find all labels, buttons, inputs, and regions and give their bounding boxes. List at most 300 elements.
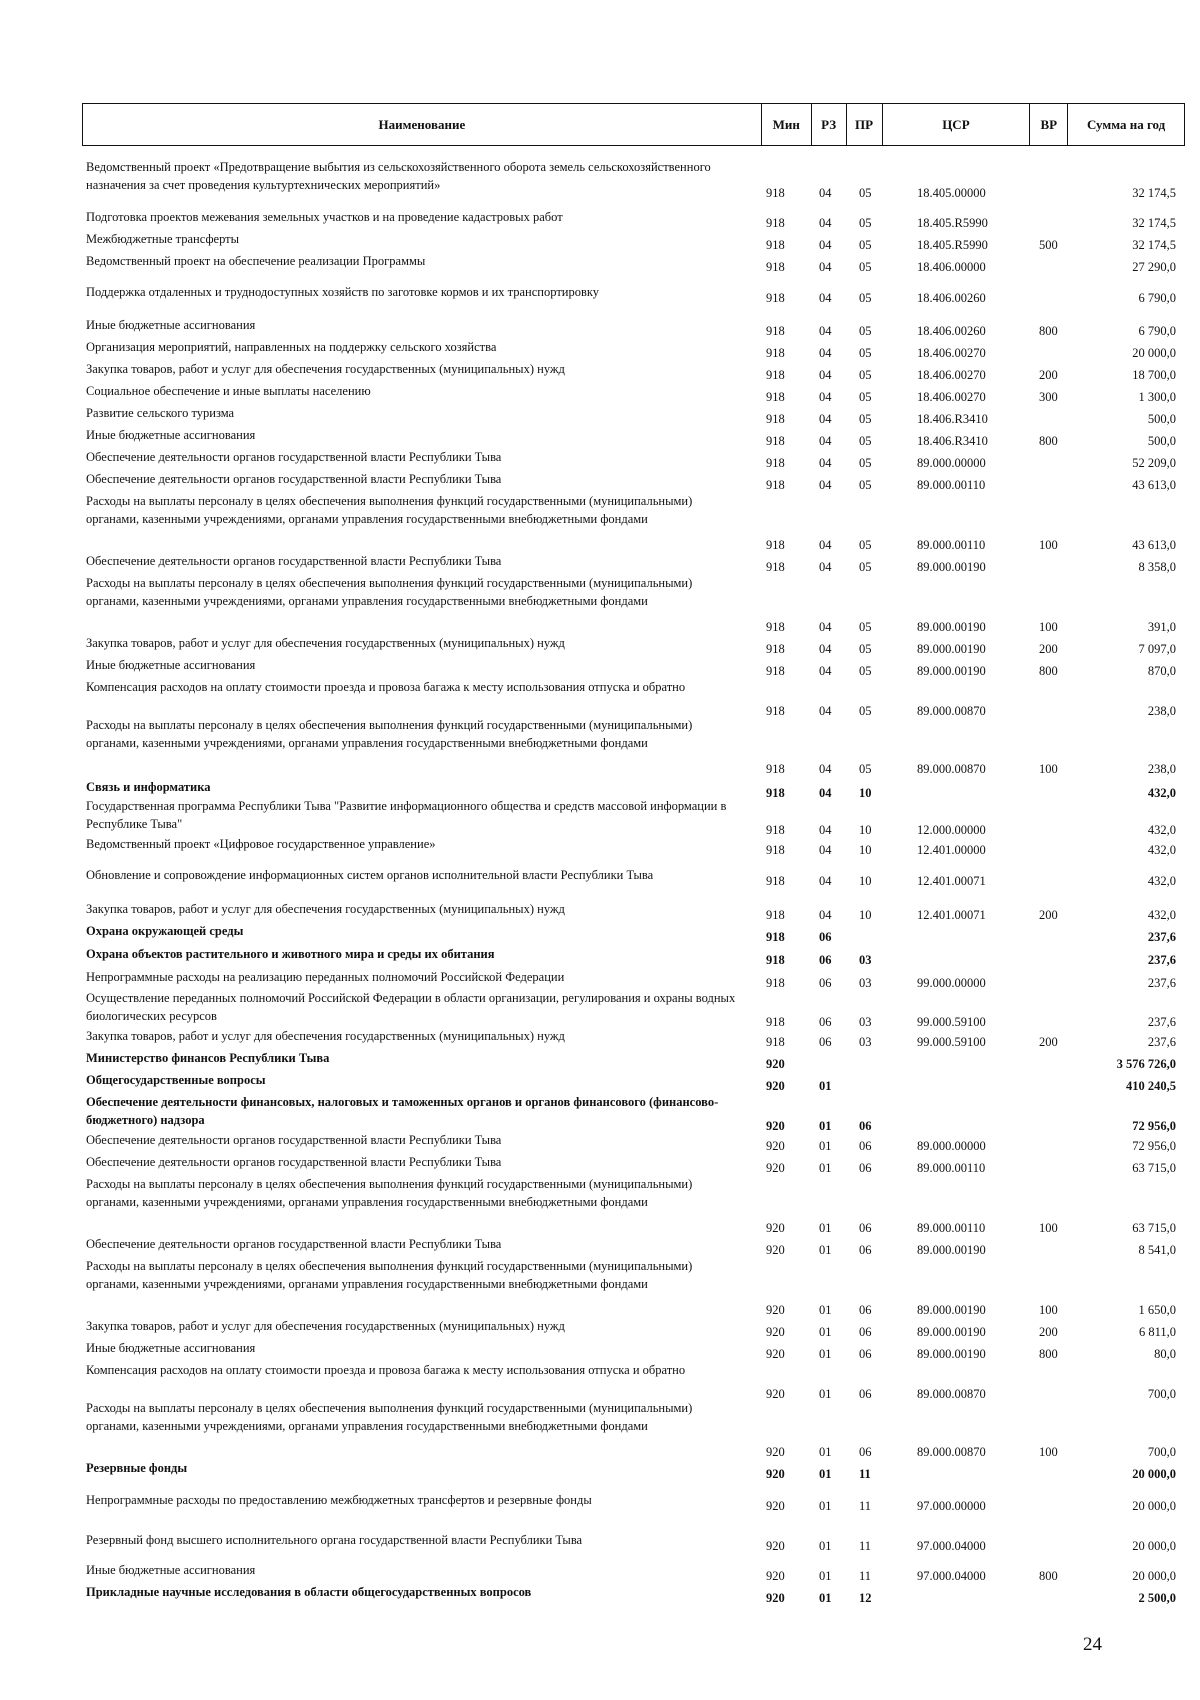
- row-pr: 05: [859, 346, 872, 360]
- row-vr: 100: [1039, 1303, 1058, 1317]
- row-min: 920: [766, 1539, 785, 1553]
- row-rz: 04: [819, 704, 832, 718]
- row-pr: 03: [859, 976, 872, 990]
- row-csr: 12.000.00000: [917, 823, 986, 837]
- row-pr: 05: [859, 456, 872, 470]
- row-min: 918: [766, 786, 785, 800]
- row-pr: 10: [859, 908, 872, 922]
- row-rz: 04: [819, 762, 832, 776]
- row-rz: 01: [819, 1303, 832, 1317]
- row-rz: 01: [819, 1079, 832, 1093]
- row-pr: 06: [859, 1221, 872, 1235]
- row-name: Иные бюджетные ассигнования: [86, 428, 256, 442]
- row-min: 920: [766, 1243, 785, 1257]
- row-rz: 01: [819, 1347, 832, 1361]
- row-min: 918: [766, 560, 785, 574]
- table-row: [86, 900, 1186, 922]
- row-csr: 89.000.00000: [917, 456, 986, 470]
- row-vr: 800: [1039, 664, 1058, 678]
- table-row: [86, 1459, 1186, 1481]
- row-pr: 11: [859, 1539, 872, 1553]
- row-sum: 43 613,0: [1132, 478, 1176, 492]
- table-row: [86, 716, 1186, 776]
- row-min: 918: [766, 874, 785, 888]
- row-pr: 06: [859, 1387, 872, 1401]
- table-row: [86, 552, 1186, 574]
- row-vr: 100: [1039, 762, 1058, 776]
- row-min: 920: [766, 1057, 785, 1071]
- row-csr: 12.401.00071: [917, 874, 986, 888]
- row-rz: 04: [819, 346, 832, 360]
- row-name: Обеспечение деятельности органов государственной власти Республики Тыва: [86, 1237, 502, 1251]
- row-csr: 89.000.00190: [917, 620, 986, 634]
- row-min: 918: [766, 346, 785, 360]
- row-pr: 06: [859, 1119, 872, 1133]
- row-pr: 05: [859, 291, 872, 305]
- row-pr: 03: [859, 953, 872, 967]
- row-min: 920: [766, 1303, 785, 1317]
- row-sum: 1 300,0: [1138, 390, 1176, 404]
- row-sum: 20 000,0: [1132, 1539, 1176, 1553]
- row-name: Осуществление переданных полномочий Российской Федерации в области организации, регулирования и охраны водных биологических ресурсов: [86, 991, 736, 1023]
- row-sum: 20 000,0: [1132, 346, 1176, 360]
- table-row: [86, 252, 1186, 274]
- row-pr: 05: [859, 260, 872, 274]
- row-name: Иные бюджетные ассигнования: [86, 318, 256, 332]
- row-csr: 89.000.00190: [917, 1325, 986, 1339]
- row-sum: 8 358,0: [1138, 560, 1176, 574]
- table-row: [86, 945, 1186, 967]
- row-rz: 01: [819, 1387, 832, 1401]
- row-name: Компенсация расходов на оплату стоимости проезда и провоза багажа к месту использования отпуска и обратно: [86, 680, 686, 694]
- table-row: [86, 1093, 1186, 1133]
- row-sum: 6 790,0: [1138, 291, 1176, 305]
- table-row: [86, 316, 1186, 338]
- row-csr: 89.000.00870: [917, 1445, 986, 1459]
- row-sum: 20 000,0: [1132, 1467, 1176, 1481]
- row-rz: 06: [819, 1015, 832, 1029]
- row-sum: 6 790,0: [1138, 324, 1176, 338]
- table-row: [86, 1175, 1186, 1235]
- row-vr: 200: [1039, 908, 1058, 922]
- row-name: Ведомственный проект «Цифровое государственное управление»: [86, 837, 436, 851]
- row-min: 920: [766, 1467, 785, 1481]
- row-min: 918: [766, 238, 785, 252]
- row-csr: 18.406.R3410: [917, 412, 988, 426]
- row-rz: 04: [819, 260, 832, 274]
- row-rz: 06: [819, 930, 832, 944]
- row-min: 920: [766, 1079, 785, 1093]
- row-pr: 05: [859, 478, 872, 492]
- row-sum: 3 576 726,0: [1116, 1057, 1176, 1071]
- row-sum: 237,6: [1147, 976, 1176, 990]
- row-name: Государственная программа Республики Тыва "Развитие информационного общества и средств массовой информации в Республике Тыва": [86, 799, 727, 831]
- row-csr: 18.406.R3410: [917, 434, 988, 448]
- table-row: [86, 448, 1186, 470]
- table-row: [86, 1583, 1186, 1605]
- row-name: Закупка товаров, работ и услуг для обеспечения государственных (муниципальных) нужд: [86, 362, 565, 376]
- row-rz: 04: [819, 642, 832, 656]
- row-csr: 18.406.00270: [917, 346, 986, 360]
- row-min: 920: [766, 1387, 785, 1401]
- row-sum: 1 650,0: [1138, 1303, 1176, 1317]
- row-csr: 99.000.59100: [917, 1015, 986, 1029]
- row-vr: 200: [1039, 368, 1058, 382]
- row-sum: 20 000,0: [1132, 1499, 1176, 1513]
- row-rz: 04: [819, 620, 832, 634]
- row-name: Иные бюджетные ассигнования: [86, 658, 256, 672]
- table-row: [86, 492, 1186, 552]
- row-rz: 04: [819, 538, 832, 552]
- header-sum: Сумма на год: [1086, 116, 1166, 132]
- table-row: [86, 1491, 1186, 1513]
- table-row: [86, 1027, 1186, 1049]
- row-name: Расходы на выплаты персоналу в целях обеспечения выполнения функций государственными (муниципальными) органами, казенными учреждениями, органами управления государственными внебюджетными фондами: [86, 1177, 693, 1209]
- row-min: 918: [766, 478, 785, 492]
- table-row: [86, 1049, 1186, 1071]
- row-name: Межбюджетные трансферты: [86, 232, 240, 246]
- row-min: 920: [766, 1591, 785, 1605]
- row-min: 918: [766, 823, 785, 837]
- row-pr: 05: [859, 560, 872, 574]
- row-csr: 18.405.R5990: [917, 238, 988, 252]
- row-pr: 06: [859, 1243, 872, 1257]
- row-pr: 05: [859, 620, 872, 634]
- table-row: [86, 1257, 1186, 1317]
- table-row: [86, 338, 1186, 360]
- row-sum: 20 000,0: [1132, 1569, 1176, 1583]
- row-vr: 800: [1039, 1569, 1058, 1583]
- row-rz: 01: [819, 1569, 832, 1583]
- row-sum: 700,0: [1147, 1387, 1176, 1401]
- row-vr: 200: [1039, 1035, 1058, 1049]
- table-row: [86, 283, 1186, 305]
- row-min: 920: [766, 1161, 785, 1175]
- row-csr: 89.000.00190: [917, 1303, 986, 1317]
- row-pr: 05: [859, 664, 872, 678]
- row-name: Расходы на выплаты персоналу в целях обеспечения выполнения функций государственными (муниципальными) органами, казенными учреждениями, органами управления государственными внебюджетными фондами: [86, 576, 693, 608]
- row-rz: 01: [819, 1499, 832, 1513]
- row-rz: 01: [819, 1445, 832, 1459]
- row-name: Ведомственный проект «Предотвращение выбытия из сельскохозяйственного оборота земель сельскохозяйственного назначения за счет проведения культуртехнических мероприятий»: [86, 160, 711, 192]
- row-name: Обеспечение деятельности органов государственной власти Республики Тыва: [86, 554, 502, 568]
- row-min: 918: [766, 908, 785, 922]
- row-pr: 03: [859, 1035, 872, 1049]
- row-min: 920: [766, 1499, 785, 1513]
- row-name: Закупка товаров, работ и услуг для обеспечения государственных (муниципальных) нужд: [86, 636, 565, 650]
- row-name: Закупка товаров, работ и услуг для обеспечения государственных (муниципальных) нужд: [86, 902, 565, 916]
- row-sum: 6 811,0: [1138, 1325, 1176, 1339]
- table-row: [86, 1339, 1186, 1361]
- row-rz: 04: [819, 291, 832, 305]
- row-name: Закупка товаров, работ и услуг для обеспечения государственных (муниципальных) нужд: [86, 1029, 565, 1043]
- table-row: [86, 778, 1186, 800]
- row-pr: 10: [859, 874, 872, 888]
- row-name: Связь и информатика: [86, 780, 211, 794]
- row-name: Обеспечение деятельности органов государственной власти Республики Тыва: [86, 450, 502, 464]
- row-csr: 89.000.00190: [917, 1243, 986, 1257]
- row-min: 918: [766, 456, 785, 470]
- row-pr: 10: [859, 786, 872, 800]
- row-min: 918: [766, 664, 785, 678]
- row-min: 918: [766, 620, 785, 634]
- row-min: 918: [766, 260, 785, 274]
- row-pr: 06: [859, 1325, 872, 1339]
- row-sum: 2 500,0: [1138, 1591, 1176, 1605]
- row-sum: 80,0: [1154, 1347, 1176, 1361]
- row-csr: 18.406.00000: [917, 260, 986, 274]
- row-name: Обеспечение деятельности органов государственной власти Республики Тыва: [86, 472, 502, 486]
- row-pr: 05: [859, 642, 872, 656]
- table-row: [86, 426, 1186, 448]
- row-csr: 99.000.59100: [917, 1035, 986, 1049]
- table-row: [86, 678, 1186, 718]
- header-min: Мин: [762, 104, 812, 145]
- table-row: [86, 1153, 1186, 1175]
- row-csr: 89.000.00110: [917, 1161, 986, 1175]
- row-sum: 237,6: [1147, 1035, 1176, 1049]
- row-sum: 432,0: [1147, 786, 1176, 800]
- row-rz: 04: [819, 874, 832, 888]
- row-sum: 410 240,5: [1126, 1079, 1176, 1093]
- row-pr: 11: [859, 1569, 872, 1583]
- row-vr: 500: [1039, 238, 1058, 252]
- row-rz: 04: [819, 908, 832, 922]
- row-name: Непрограммные расходы на реализацию переданных полномочий Российской Федерации: [86, 970, 565, 984]
- row-sum: 238,0: [1147, 704, 1176, 718]
- row-name: Социальное обеспечение и иные выплаты населению: [86, 384, 371, 398]
- table-row: [86, 230, 1186, 252]
- row-csr: 97.000.04000: [917, 1539, 986, 1553]
- row-sum: 500,0: [1147, 434, 1176, 448]
- table-row: [86, 634, 1186, 656]
- row-vr: 800: [1039, 434, 1058, 448]
- row-name: Охрана окружающей среды: [86, 924, 244, 938]
- row-name: Компенсация расходов на оплату стоимости проезда и провоза багажа к месту использования отпуска и обратно: [86, 1363, 686, 1377]
- row-rz: 04: [819, 186, 832, 200]
- row-name: Министерство финансов Республики Тыва: [86, 1051, 330, 1065]
- row-rz: 06: [819, 953, 832, 967]
- row-min: 918: [766, 930, 785, 944]
- row-rz: 01: [819, 1119, 832, 1133]
- table-row: [86, 360, 1186, 382]
- row-min: 918: [766, 843, 785, 857]
- row-sum: 237,6: [1147, 953, 1176, 967]
- row-rz: 04: [819, 434, 832, 448]
- row-sum: 432,0: [1147, 843, 1176, 857]
- row-rz: 01: [819, 1467, 832, 1481]
- header-rz: РЗ: [812, 104, 847, 145]
- row-name: Непрограммные расходы по предоставлению межбюджетных трансфертов и резервные фонды: [86, 1493, 592, 1507]
- header-csr: ЦСР: [883, 104, 1031, 145]
- row-csr: 89.000.00870: [917, 762, 986, 776]
- row-csr: 18.406.00260: [917, 291, 986, 305]
- header-vr: ВР: [1030, 104, 1068, 145]
- row-vr: 100: [1039, 1445, 1058, 1459]
- row-rz: 04: [819, 390, 832, 404]
- row-pr: 05: [859, 368, 872, 382]
- row-sum: 432,0: [1147, 874, 1176, 888]
- row-sum: 870,0: [1147, 664, 1176, 678]
- row-sum: 18 700,0: [1132, 368, 1176, 382]
- row-csr: 89.000.00110: [917, 478, 986, 492]
- table-row: [86, 968, 1186, 990]
- page-number: 24: [1083, 1634, 1102, 1655]
- row-name: Поддержка отдаленных и труднодоступных хозяйств по заготовке кормов и их транспортировку: [86, 285, 600, 299]
- row-csr: 89.000.00110: [917, 1221, 986, 1235]
- row-sum: 700,0: [1147, 1445, 1176, 1459]
- row-name: Обеспечение деятельности органов государственной власти Республики Тыва: [86, 1155, 502, 1169]
- row-sum: 500,0: [1147, 412, 1176, 426]
- row-name: Расходы на выплаты персоналу в целях обеспечения выполнения функций государственными (муниципальными) органами, казенными учреждениями, органами управления государственными внебюджетными фондами: [86, 494, 693, 526]
- row-csr: 89.000.00190: [917, 664, 986, 678]
- row-csr: 12.401.00071: [917, 908, 986, 922]
- row-min: 920: [766, 1139, 785, 1153]
- row-name: Резервный фонд высшего исполнительного органа государственной власти Республики Тыва: [86, 1533, 583, 1547]
- row-sum: 432,0: [1147, 823, 1176, 837]
- table-header: [82, 103, 1185, 146]
- row-pr: 05: [859, 434, 872, 448]
- table-row: [86, 1071, 1186, 1093]
- row-rz: 04: [819, 456, 832, 470]
- table-row: [86, 208, 1186, 230]
- row-sum: 8 541,0: [1138, 1243, 1176, 1257]
- table-row: [86, 382, 1186, 404]
- row-csr: 97.000.04000: [917, 1569, 986, 1583]
- row-csr: 99.000.00000: [917, 976, 986, 990]
- row-min: 918: [766, 434, 785, 448]
- row-pr: 10: [859, 843, 872, 857]
- table-row: [86, 866, 1186, 888]
- row-name: Расходы на выплаты персоналу в целях обеспечения выполнения функций государственными (муниципальными) органами, казенными учреждениями, органами управления государственными внебюджетными фондами: [86, 718, 693, 750]
- row-pr: 05: [859, 216, 872, 230]
- table-row: [86, 835, 1186, 857]
- row-csr: 18.406.00270: [917, 368, 986, 382]
- row-vr: 300: [1039, 390, 1058, 404]
- row-csr: 12.401.00000: [917, 843, 986, 857]
- row-rz: 06: [819, 1035, 832, 1049]
- row-min: 918: [766, 186, 785, 200]
- row-pr: 11: [859, 1467, 871, 1481]
- row-csr: 89.000.00870: [917, 1387, 986, 1401]
- row-min: 918: [766, 324, 785, 338]
- row-sum: 43 613,0: [1132, 538, 1176, 552]
- row-pr: 06: [859, 1445, 872, 1459]
- row-name: Обновление и сопровождение информационных систем органов исполнительной власти Республики Тыва: [86, 868, 654, 882]
- row-csr: 89.000.00190: [917, 1347, 986, 1361]
- row-name: Организация мероприятий, направленных на поддержку сельского хозяйства: [86, 340, 497, 354]
- row-min: 918: [766, 368, 785, 382]
- row-min: 920: [766, 1569, 785, 1583]
- row-sum: 63 715,0: [1132, 1221, 1176, 1235]
- row-rz: 01: [819, 1591, 832, 1605]
- row-pr: 06: [859, 1347, 872, 1361]
- row-name: Обеспечение деятельности органов государственной власти Республики Тыва: [86, 1133, 502, 1147]
- row-sum: 32 174,5: [1132, 216, 1176, 230]
- row-min: 918: [766, 1035, 785, 1049]
- row-pr: 05: [859, 704, 872, 718]
- row-rz: 01: [819, 1243, 832, 1257]
- row-pr: 05: [859, 538, 872, 552]
- table-row: [86, 1361, 1186, 1401]
- row-name: Развитие сельского туризма: [86, 406, 235, 420]
- table-row: [86, 797, 1186, 837]
- row-csr: 89.000.00870: [917, 704, 986, 718]
- row-sum: 72 956,0: [1132, 1139, 1176, 1153]
- row-min: 920: [766, 1221, 785, 1235]
- row-pr: 05: [859, 238, 872, 252]
- row-min: 920: [766, 1325, 785, 1339]
- row-rz: 01: [819, 1325, 832, 1339]
- row-vr: 100: [1039, 620, 1058, 634]
- row-rz: 01: [819, 1139, 832, 1153]
- row-pr: 05: [859, 762, 872, 776]
- row-min: 918: [766, 291, 785, 305]
- row-csr: 18.405.00000: [917, 186, 986, 200]
- header-name: Наименование: [83, 104, 762, 145]
- row-min: 918: [766, 390, 785, 404]
- table-row: [86, 1317, 1186, 1339]
- row-rz: 04: [819, 823, 832, 837]
- row-sum: 7 097,0: [1138, 642, 1176, 656]
- table-row: [86, 922, 1186, 944]
- row-pr: 03: [859, 1015, 872, 1029]
- row-csr: 97.000.00000: [917, 1499, 986, 1513]
- row-csr: 89.000.00000: [917, 1139, 986, 1153]
- table-row: [86, 158, 1186, 200]
- row-sum: 32 174,5: [1132, 186, 1176, 200]
- row-rz: 04: [819, 216, 832, 230]
- row-sum: 237,6: [1147, 930, 1176, 944]
- row-rz: 04: [819, 238, 832, 252]
- row-min: 918: [766, 642, 785, 656]
- row-pr: 11: [859, 1499, 872, 1513]
- row-vr: 200: [1039, 1325, 1058, 1339]
- row-rz: 01: [819, 1539, 832, 1553]
- table-row: [86, 989, 1186, 1029]
- row-name: Прикладные научные исследования в области общегосударственных вопросов: [86, 1585, 532, 1599]
- row-csr: 18.405.R5990: [917, 216, 988, 230]
- row-rz: 04: [819, 843, 832, 857]
- row-name: Закупка товаров, работ и услуг для обеспечения государственных (муниципальных) нужд: [86, 1319, 565, 1333]
- row-rz: 04: [819, 412, 832, 426]
- row-pr: 05: [859, 390, 872, 404]
- row-name: Расходы на выплаты персоналу в целях обеспечения выполнения функций государственными (муниципальными) органами, казенными учреждениями, органами управления государственными внебюджетными фондами: [86, 1259, 693, 1291]
- row-name: Ведомственный проект на обеспечение реализации Программы: [86, 254, 426, 268]
- row-vr: 200: [1039, 642, 1058, 656]
- table-row: [86, 656, 1186, 678]
- row-pr: 10: [859, 823, 872, 837]
- table-row: [86, 1131, 1186, 1153]
- row-sum: 27 290,0: [1132, 260, 1176, 274]
- row-name: Иные бюджетные ассигнования: [86, 1341, 256, 1355]
- row-min: 918: [766, 412, 785, 426]
- row-rz: 04: [819, 324, 832, 338]
- row-csr: 89.000.00190: [917, 642, 986, 656]
- row-min: 918: [766, 1015, 785, 1029]
- row-pr: 12: [859, 1591, 872, 1605]
- row-min: 920: [766, 1119, 785, 1133]
- table-row: [86, 470, 1186, 492]
- row-csr: 18.406.00270: [917, 390, 986, 404]
- row-pr: 05: [859, 412, 872, 426]
- table-row: [86, 1399, 1186, 1459]
- row-name: Охрана объектов растительного и животного мира и среды их обитания: [86, 947, 495, 961]
- row-rz: 04: [819, 560, 832, 574]
- row-pr: 05: [859, 186, 872, 200]
- row-rz: 04: [819, 664, 832, 678]
- row-rz: 01: [819, 1221, 832, 1235]
